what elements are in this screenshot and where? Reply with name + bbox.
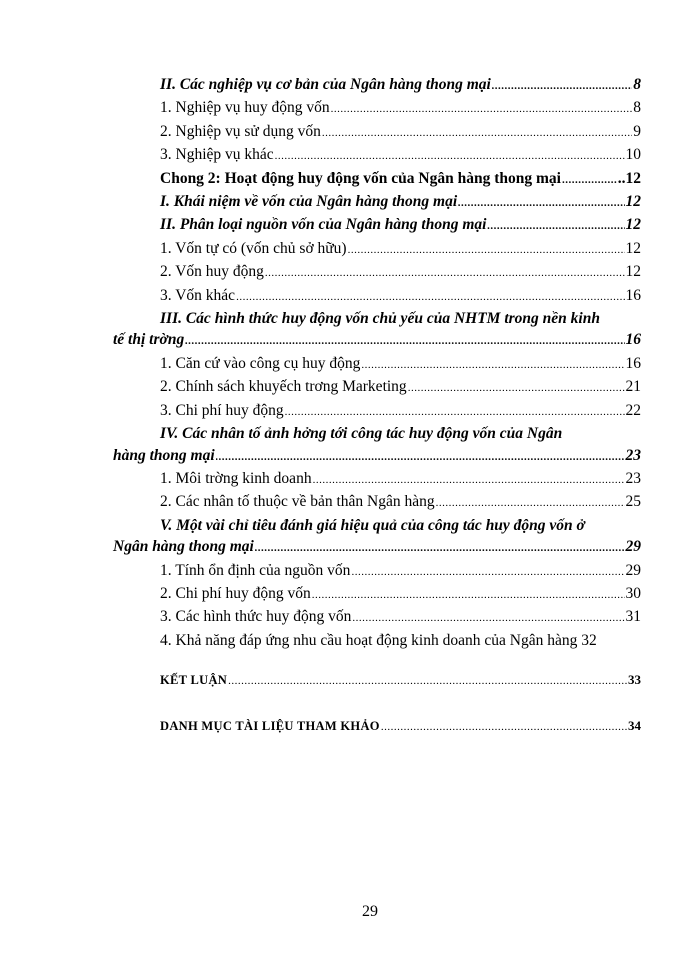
dot-leader: [436, 493, 625, 514]
toc-entry: [113, 445, 641, 468]
toc-entry-title: 1. Tính ổn định của nguồn vốn: [160, 561, 351, 579]
toc-entry-page: 31: [625, 608, 641, 626]
toc-entry-title: Ngân hàng thong mại: [113, 538, 254, 556]
toc-entry-page: 30: [625, 584, 641, 602]
toc-entry-wrapped-line: V. Một vài chỉ tiêu đánh giá hiệu quả của công tác huy động vốn ở: [160, 516, 585, 534]
dot-leader: [255, 538, 625, 559]
toc-conclusion-page: 33: [628, 672, 641, 688]
toc-references-title: DANH MỤC TÀI LIỆU THAM KHẢO: [160, 718, 380, 733]
toc-entry: [113, 285, 641, 308]
toc-entry-page: 8: [633, 76, 641, 93]
toc-entry: [113, 630, 641, 651]
toc-entry-title: 2. Chi phí huy động vốn: [160, 584, 311, 602]
toc-entry: [113, 97, 641, 120]
dot-leader: [408, 378, 625, 399]
toc-entry: [113, 560, 641, 583]
toc-entry-title: 2. Vốn huy động: [160, 263, 264, 281]
toc-entry-title: 1. Căn cứ vào công cụ huy động: [160, 354, 361, 372]
toc-entry-title: hàng thong mại: [113, 446, 215, 464]
dot-leader: [275, 146, 625, 167]
toc-entry: [113, 536, 641, 559]
toc-entry: [113, 329, 641, 352]
toc-references: [113, 715, 641, 738]
toc-entry: [113, 74, 641, 97]
toc-entry: [113, 583, 641, 606]
toc-entry-wrapped-line: IV. Các nhân tố ảnh hởng tới công tác huy động vốn của Ngân: [160, 425, 563, 443]
dot-leader: [265, 263, 625, 284]
toc-entry: [113, 144, 641, 167]
toc-entry-title: tế thị trờng: [113, 331, 185, 349]
toc-entry-title: Chong 2: Hoạt động huy động vốn của Ngân hàng thong mại: [160, 169, 561, 187]
toc-entry: [113, 353, 641, 376]
toc-entry-title: II. Các nghiệp vụ cơ bản của Ngân hàng thong mại: [160, 76, 491, 93]
toc-entry-page: 9: [633, 122, 641, 140]
toc-entry-page: 16: [625, 331, 641, 349]
toc-entry: [113, 191, 641, 214]
toc-entry: [113, 376, 641, 399]
toc-conclusion-title: KẾT LUẬN: [160, 673, 228, 688]
toc-entry: [113, 468, 641, 491]
toc-entry-title: 2. Nghiệp vụ sử dụng vốn: [160, 122, 321, 140]
toc-entry-page: 16: [625, 286, 641, 304]
toc-entry-title: 3. Các hình thức huy động vốn: [160, 608, 352, 626]
toc-entry-page: 12: [625, 239, 641, 257]
toc-entry-page: 12: [625, 193, 641, 211]
table-of-contents: [113, 74, 641, 738]
toc-entry-page: 16: [625, 354, 641, 372]
toc-entry-page: 25: [625, 493, 641, 511]
dot-leader: [348, 240, 625, 261]
dot-leader: [322, 123, 632, 144]
toc-entry-title: 1. Nghiệp vụ huy động vốn: [160, 99, 330, 117]
dot-leader: [352, 608, 624, 629]
dot-leader: [351, 562, 624, 583]
toc-entry: [113, 121, 641, 144]
dot-leader: [216, 447, 625, 468]
toc-entry-title: 1. Môi trờng kinh doanh: [160, 469, 312, 487]
toc-entry-title: II. Phân loại nguồn vốn của Ngân hàng thong mại: [160, 216, 487, 234]
dot-leader: [312, 585, 625, 606]
toc-entry-page: 8: [633, 99, 641, 117]
dot-leader: [313, 470, 625, 491]
toc-entry: [113, 491, 641, 514]
dot-leader: [185, 331, 624, 352]
toc-entry-title: 3. Vốn khác: [160, 286, 236, 304]
toc-entry-title: 3. Nghiệp vụ khác: [160, 146, 274, 164]
page-number: 29: [362, 903, 378, 920]
dot-leader: [492, 76, 632, 97]
toc-conclusion: [113, 669, 641, 692]
dot-leader: [228, 671, 627, 692]
toc-entry: [113, 168, 641, 191]
toc-entry-page: ..12: [617, 169, 641, 187]
toc-entry: [113, 606, 641, 629]
dot-leader: [381, 717, 627, 738]
toc-entry-title: 1. Vốn tự có (vốn chủ sở hữu): [160, 239, 347, 257]
dot-leader: [361, 355, 624, 376]
dot-leader: [236, 287, 624, 308]
dot-leader: [458, 193, 624, 214]
toc-entry-page: 29: [625, 538, 641, 556]
dot-leader: [487, 216, 624, 237]
dot-leader: [285, 402, 625, 423]
toc-entry-page: 22: [625, 401, 641, 419]
toc-entry-page: 29: [625, 561, 641, 579]
toc-entry-page: 23: [625, 446, 641, 464]
toc-entry-page: 12: [625, 216, 641, 234]
toc-entry-title: 4. Khả năng đáp ứng nhu cầu hoạt động kinh doanh của Ngân hàng 32: [160, 631, 597, 649]
toc-entry-page: 10: [625, 146, 641, 164]
dot-leader: [562, 170, 617, 191]
toc-entry-wrapped-line: III. Các hình thức huy động vốn chủ yếu của NHTM trong nền kinh: [160, 310, 600, 328]
toc-references-page: 34: [628, 717, 641, 733]
toc-entry-page: 23: [625, 469, 641, 487]
toc-entry-title: I. Khái niệm về vốn của Ngân hàng thong mại: [160, 193, 458, 211]
toc-entry-title: 2. Chính sách khuyếch trơng Marketing: [160, 378, 407, 396]
toc-entry: [113, 261, 641, 284]
toc-entry-title: 2. Các nhân tố thuộc về bản thân Ngân hàng: [160, 493, 435, 511]
toc-entry: [113, 400, 641, 423]
toc-entry: [113, 214, 641, 237]
toc-entry-page: 12: [625, 263, 641, 281]
toc-entry-page: 21: [625, 378, 641, 396]
toc-entry: [113, 238, 641, 261]
toc-entry-title: 3. Chi phí huy động: [160, 401, 284, 419]
dot-leader: [331, 99, 633, 120]
